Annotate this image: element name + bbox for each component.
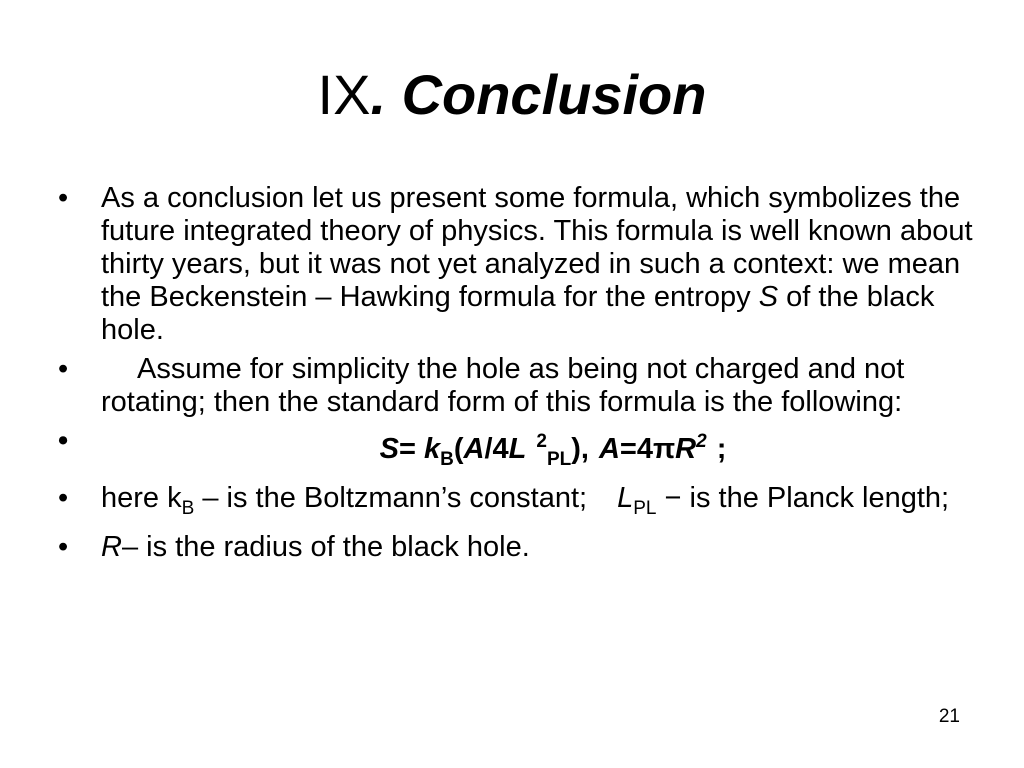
assumption-text: Assume for simplicity the hole as being not charged and not rotating; then the standard form of this formula is the following:	[101, 353, 905, 418]
formula-k-subscript: B	[440, 449, 454, 470]
slide-number: 21	[938, 706, 960, 727]
intro-text: As a conclusion let us present some formula, which symbolizes the future integrated theory of physics. This formula is well known about thirty years, but it was not yet analyzed in such a context: we mean the Beckenstein – Hawking formula for the entropy	[101, 182, 973, 313]
constants-text: here k	[101, 482, 182, 514]
formula-equals: =	[398, 433, 424, 465]
title-separator: .	[370, 63, 402, 126]
planck-symbol: L	[617, 482, 634, 514]
radius-symbol: R	[101, 531, 122, 563]
entropy-formula	[101, 425, 985, 476]
formula-div4: /4	[484, 433, 509, 465]
boltzmann-subscript: B	[181, 498, 195, 519]
bullet-item-constants	[55, 482, 985, 525]
bullet-list	[55, 182, 985, 570]
title-heading: Conclusion	[401, 63, 707, 126]
formula-L-superscript: 2	[536, 431, 547, 452]
planck-subscript: PL	[633, 498, 657, 519]
intro-text-end: of the black hole.	[101, 281, 935, 346]
entropy-symbol: S	[758, 281, 779, 313]
title-numeral: IX	[317, 63, 371, 126]
bullet-marker: •	[58, 482, 69, 514]
constants-text-middle: – is the Boltzmann’s constant;	[194, 482, 588, 514]
formula-L: L	[508, 433, 527, 465]
formula-L-subscript: PL	[546, 449, 572, 470]
bullet-item-formula	[55, 425, 985, 476]
bullet-marker: •	[58, 531, 69, 563]
bullet-item-intro	[55, 182, 985, 347]
formula-R: R	[675, 433, 697, 465]
formula-A: A	[463, 433, 485, 465]
formula-A2: A	[598, 433, 620, 465]
formula-S: S	[379, 433, 399, 465]
formula-close-paren: ),	[571, 433, 589, 465]
formula-area-eq: =4π	[619, 433, 676, 465]
bullet-marker: •	[58, 353, 69, 385]
constants-text-end: − is the Planck length;	[656, 482, 950, 514]
formula-R-superscript: 2	[696, 431, 707, 452]
formula-k: k	[423, 433, 441, 465]
slide-title	[0, 62, 1024, 128]
radius-text: – is the radius of the black hole.	[121, 531, 530, 563]
bullet-marker: •	[58, 425, 69, 457]
bullet-marker: •	[58, 182, 69, 214]
bullet-item-radius	[55, 531, 985, 564]
formula-open-paren: (	[453, 433, 464, 465]
bullet-item-assumption	[55, 353, 985, 419]
formula-semicolon: ;	[716, 433, 727, 465]
